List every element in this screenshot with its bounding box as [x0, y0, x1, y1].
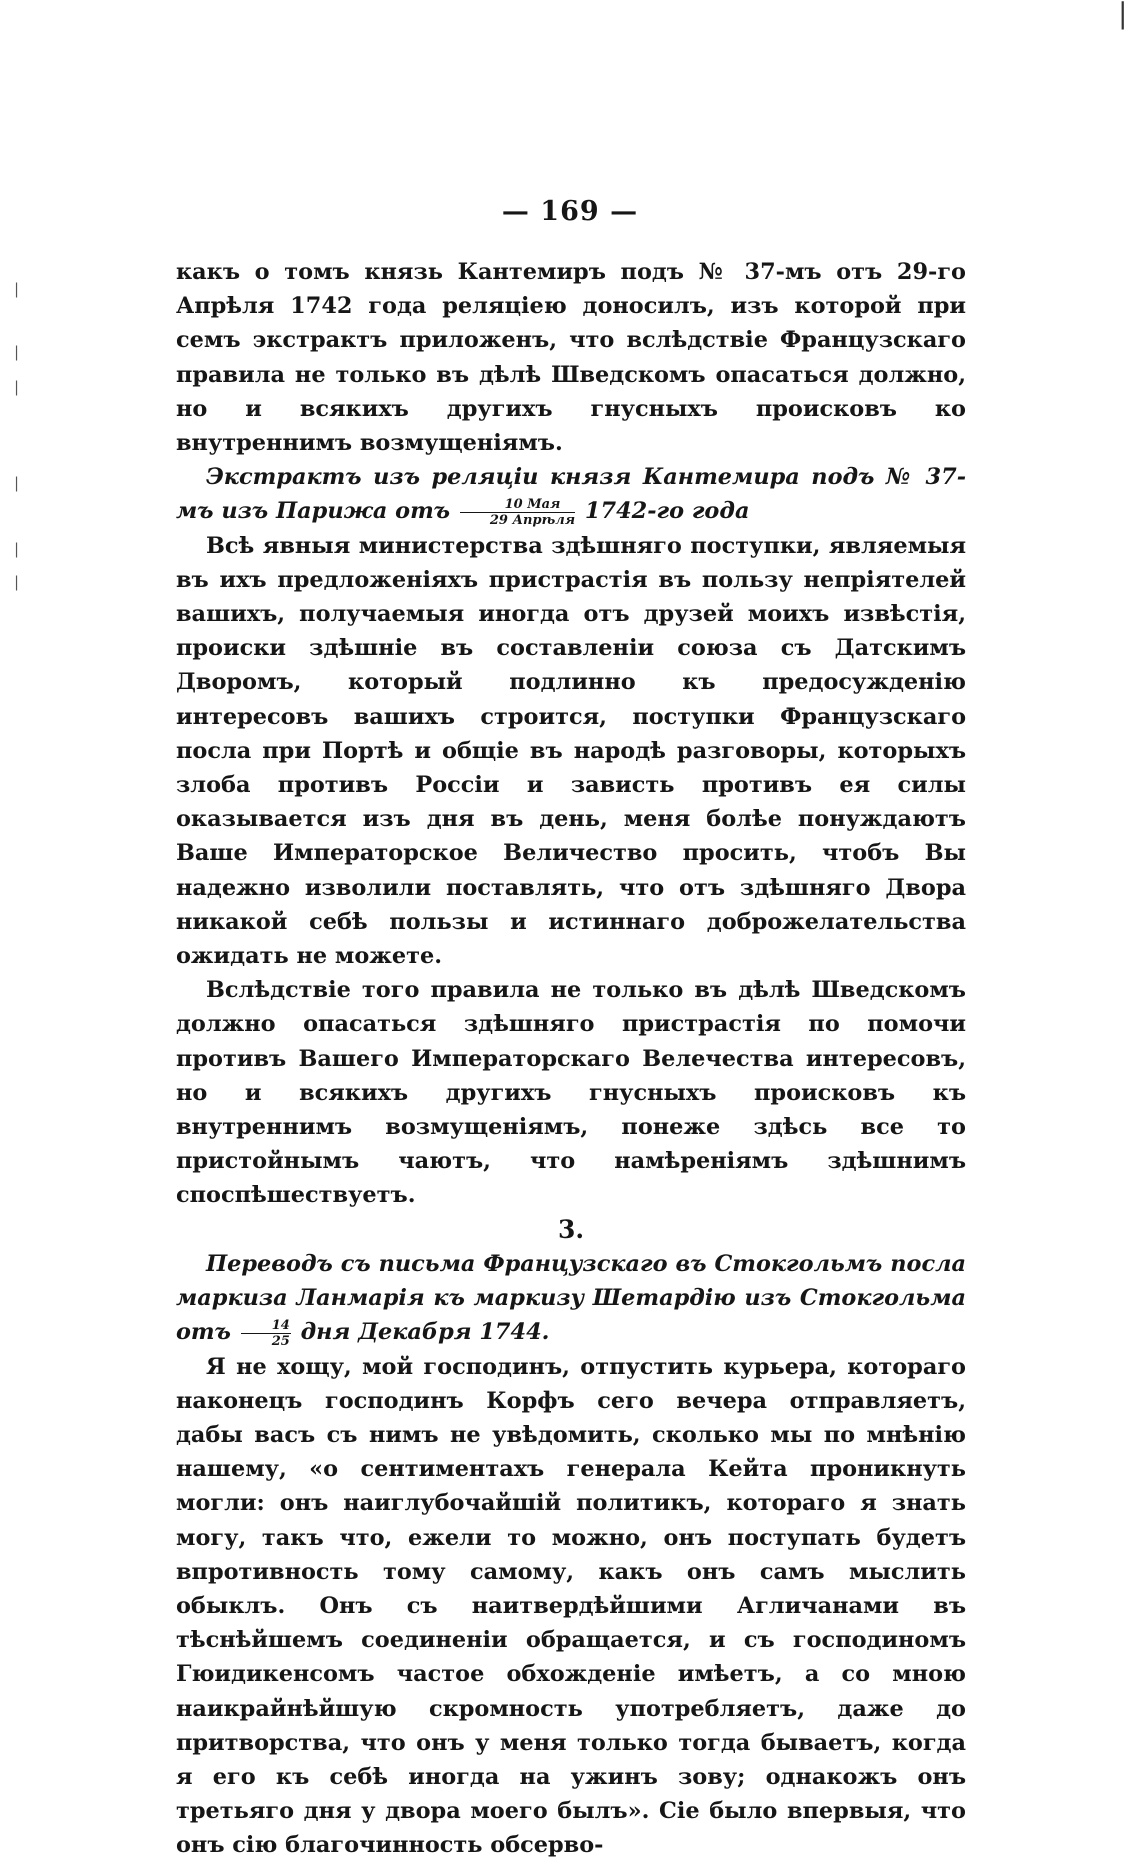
body-text [176, 255, 966, 1863]
scan-mark: | [14, 378, 20, 396]
paragraph: Вслѣдствіе того правила не только въ дѣлѣ Шведскомъ должно опасаться здѣшняго пристрастія по помочи противъ Вашего Императорскаго Велечества интересовъ, но и всякихъ другихъ гнусныхъ происковъ къ внутреннимъ возмущеніямъ, понеже здѣсь все то пристойнымъ чаютъ, что намѣреніямъ здѣшнимъ споспѣшествуетъ. [176, 977, 966, 1209]
scan-mark: | [14, 474, 20, 492]
extract-heading-year: 1742-го года [584, 498, 750, 525]
translation-date-numerator: 14 [241, 1319, 291, 1334]
extract-date-fraction [460, 498, 575, 527]
paragraph: Всѣ явныя министерства здѣшняго поступки, являемыя въ ихъ предложеніяхъ пристрастія въ пользу непріятелей вашихъ, получаемыя иногда отъ друзей моихъ извѣстія, происки здѣшніе въ составленіи союза съ Датскимъ Дворомъ, который подлинно къ предосужденію интересовъ вашихъ строится, поступки Французскаго посла при Портѣ и общіе въ народѣ разговоры, которыхъ злоба противъ Россіи и зависть противъ ея силы оказывается изъ дня въ день, меня болѣе понуждаютъ Ваше Императорское Величество просить, чтобъ Вы надежно изволили поставлять, что отъ здѣшняго Двора никакой себѣ пользы и истиннаго доброжелательства ожидать не можете. [176, 532, 966, 970]
scan-mark: | [14, 280, 20, 298]
extract-heading [176, 460, 966, 528]
extract-date-numerator: 10 Мая [460, 498, 575, 513]
translation-date-fraction [241, 1319, 291, 1348]
scan-mark: | [1118, 0, 1128, 30]
scan-mark: | [14, 343, 20, 361]
extract-date-denominator: 29 Апрѣля [489, 512, 576, 528]
scan-mark: | [14, 540, 20, 558]
paragraph: Я не хощу, мой господинъ, отпустить курьера, котораго наконецъ господинъ Корфъ сего вечера отправляетъ, дабы васъ съ нимъ не увѣдомить, сколько мы по мнѣнію нашему, «о сентиментахъ генерала Кейта проникнуть могли: онъ наиглубочайшій политикъ, котораго я знать могу, такъ что, ежели то можно, онъ поступать будетъ впротивность тому самому, какъ онъ самъ мыслить обыклъ. Онъ съ наитвердѣйшими Агличанами въ тѣснѣйшемъ соединеніи обращается, и съ господиномъ Гюидикенсомъ частое обхожденіе имѣетъ, а со мною наикрайнѣйшую скромность употребляетъ, даже до притворства, что онъ у меня только тогда бываетъ, когда я его къ себѣ иногда на ужинъ зову; однакожъ онъ третьяго дня у двора моего былъ». Сіе было впервыя, что онъ сію благочинность обсерво- [176, 1353, 966, 1859]
page-number: — 169 — [501, 196, 639, 227]
section-number: 3. [557, 1214, 585, 1244]
scan-mark: | [14, 573, 20, 591]
translation-heading-tail: дня Декабря 1744. [300, 1319, 550, 1346]
extract-heading-text: Экстрактъ изъ реляціи князя Кантемира подъ № 37-мъ изъ Парижа отъ [176, 464, 966, 525]
paragraph: какъ о томъ князь Кантемиръ подъ № 37-мъ отъ 29-го Апрѣля 1742 года реляціею доносилъ, изъ которой при семъ экстрактъ приложенъ, что вслѣдствіе Французскаго правила не только въ дѣлѣ Шведскомъ опасаться должно, но и всякихъ другихъ гнусныхъ происковъ ко внутреннимъ возмущеніямъ. [176, 259, 966, 457]
translation-heading-text: Переводъ съ письма Французскаго въ Стокгольмъ посла маркиза Ланмарія къ маркизу Шетардію изъ Стокгольма отъ [176, 1250, 966, 1346]
translation-date-denominator: 25 [271, 1333, 290, 1349]
translation-heading [176, 1247, 966, 1350]
